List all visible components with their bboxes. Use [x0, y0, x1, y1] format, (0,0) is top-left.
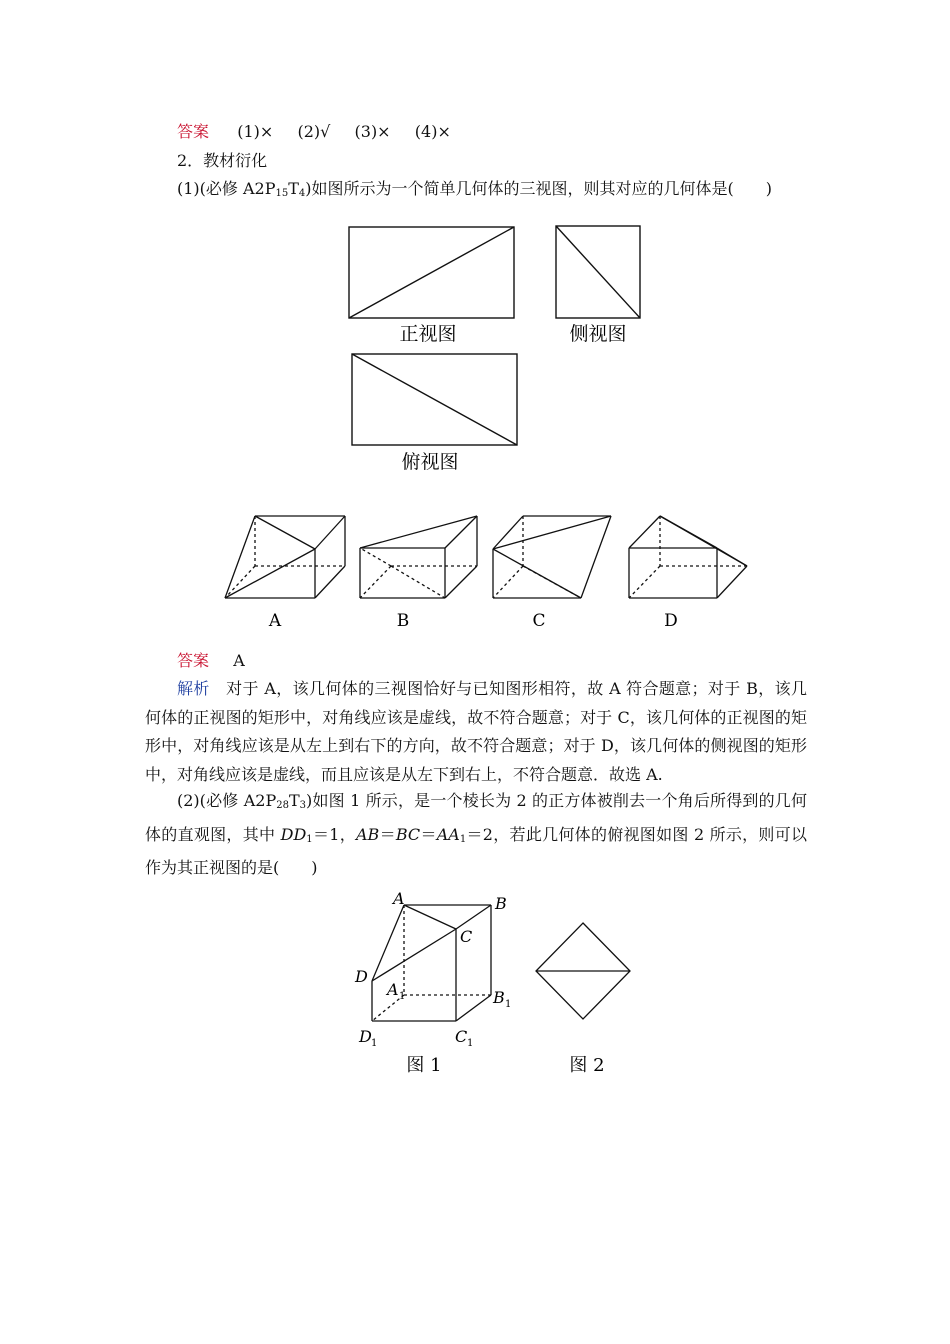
answer-item-3: (3)× [354, 122, 391, 141]
figure-2-caption: 图 2 [569, 1055, 605, 1076]
section-title: 2．教材衍化 [177, 151, 268, 170]
svg-text:1: 1 [371, 1038, 378, 1049]
cube-figure [335, 878, 655, 1088]
option-a-label: A [268, 611, 282, 631]
option-d-label: D [664, 611, 678, 631]
vertex-a1-label: A [387, 980, 399, 999]
option-c-label: C [532, 611, 546, 631]
figure-1-caption: 图 1 [406, 1055, 442, 1076]
option-d-solid [629, 516, 747, 598]
top-view-diagonal [352, 354, 517, 445]
answer-label-2: 答案 [177, 651, 210, 670]
svg-text:1: 1 [399, 991, 406, 1002]
analysis-paragraph [145, 675, 807, 789]
answer-line-2 [177, 651, 245, 671]
option-c-solid [493, 516, 611, 598]
option-b-solid [360, 516, 477, 598]
three-view-figure [330, 210, 660, 490]
svg-text:1: 1 [467, 1038, 474, 1049]
front-view-label: 正视图 [399, 323, 457, 345]
vertex-b-label: B [495, 894, 507, 913]
question-1: (1)(必修 $A2P_{15}T_4$)如图所示为一个简单几何体的三视图，则其对应的几何体是( ) [177, 179, 773, 199]
answer-item-1: (1)× [237, 122, 274, 141]
analysis-text: 对于 A，该几何体的三视图恰好与已知图形相符，故 A 符合题意；对于 B，该几何体的正视图的矩形中，对角线应该是虚线，故不符合题意；对于 C，该几何体的正视图的矩形中，对角线应该是从左上到右下的方向，故不符合题意；对于 D，该几何体的侧视图的矩形中，对角线应该是虚线，而且应该是从左下到右上，不符合题意．故选 A. [145, 679, 807, 784]
vertex-c-label: C [460, 927, 473, 946]
question-2: (2)(必修 $A2P_{28}T_3$)如图 1 所示，是一个棱长为 2 的正方体被削去一个角后所得到的几何体的直观图，其中 $DD_1=1$，$AB=BC=AA_1=2$，若此几何体的俯视图如图 2 所示，则可以作为其正视图的是( ) [145, 791, 807, 877]
vertex-b1-label: B [493, 988, 505, 1007]
answer-item-2: (2)√ [297, 122, 331, 141]
svg-text:1: 1 [505, 999, 512, 1010]
answer-label: 答案 [177, 122, 210, 141]
vertex-d-label: D [355, 967, 368, 986]
figure-2-top-view [536, 923, 630, 1019]
front-view-diagonal [349, 227, 514, 318]
answer-value: A [233, 651, 245, 670]
side-view-label: 侧视图 [569, 323, 627, 345]
side-view-diagonal [556, 226, 640, 318]
answer-line-1 [177, 122, 451, 142]
option-b-label: B [396, 611, 410, 631]
figure-1-solid [372, 905, 491, 1021]
vertex-c1-label: C [455, 1027, 468, 1046]
vertex-d1-label: D [359, 1027, 372, 1046]
options-figure [215, 500, 770, 640]
vertex-a-label: A [393, 889, 405, 908]
analysis-label: 解析 [177, 679, 210, 698]
option-a-solid [225, 516, 345, 598]
answer-item-4: (4)× [414, 122, 451, 141]
top-view-label: 俯视图 [401, 451, 459, 473]
